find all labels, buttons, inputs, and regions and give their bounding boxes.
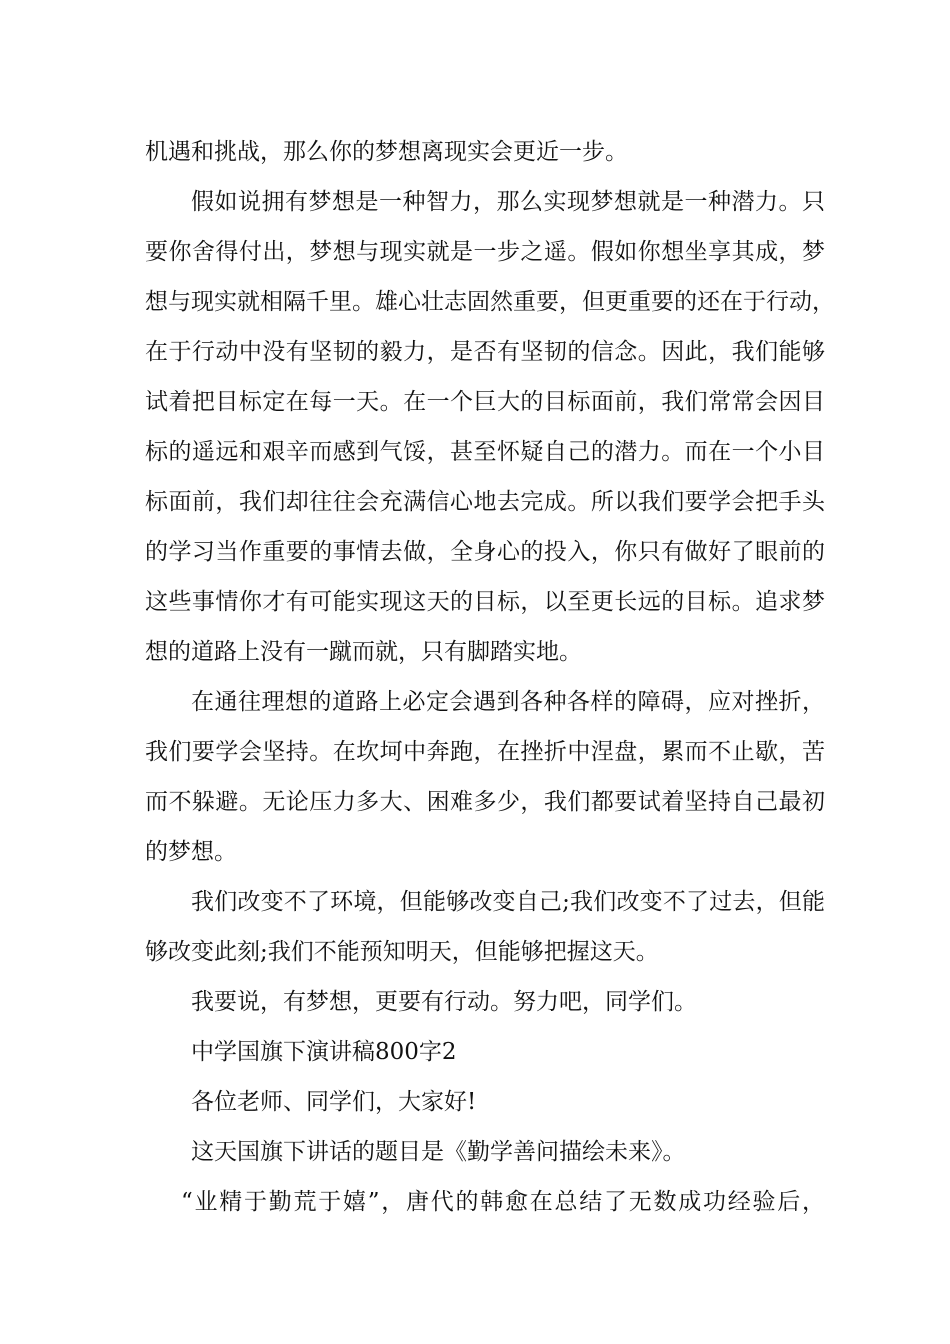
section-heading [145,1027,825,1077]
paragraph-4 [145,977,825,1027]
text-line: 够改变此刻;我们不能预知明天，但能够把握这天。 [145,939,659,965]
text-line: 要你舍得付出，梦想与现实就是一步之遥。假如你想坐享其成，梦 [145,239,825,265]
greeting [145,1077,825,1127]
text-line: 中学国旗下演讲稿800字2 [191,1039,457,1065]
document-body [145,127,835,1227]
text-line: 标面前，我们却往往会充满信心地去完成。所以我们要学会把手头 [145,489,825,515]
paragraph-0 [145,127,825,177]
paragraph-2 [145,677,825,877]
text-line: 我们改变不了环境，但能够改变自己;我们改变不了过去，但能 [191,889,825,915]
text-line: 想与现实就相隔千里。雄心壮志固然重要，但更重要的还在于行动， [145,289,835,315]
text-line: 我要说，有梦想，更要有行动。努力吧，同学们。 [191,989,697,1015]
paragraph-8 [145,1177,825,1227]
text-line: 我们要学会坚持。在坎坷中奔跑，在挫折中涅盘，累而不止歇，苦 [145,739,825,765]
text-line: 这天国旗下讲话的题目是《勤学善问描绘未来》。 [191,1139,686,1165]
text-line: 假如说拥有梦想是一种智力，那么实现梦想就是一种潜力。只 [191,189,825,215]
text-line: 这些事情你才有可能实现这天的目标，以至更长远的目标。追求梦 [145,589,825,615]
text-line: 机遇和挑战，那么你的梦想离现实会更近一步。 [145,139,628,165]
text-line: 在于行动中没有坚韧的毅力，是否有坚韧的信念。因此，我们能够 [145,339,825,365]
text-line: 的梦想。 [145,839,237,865]
text-line: 的学习当作重要的事情去做，全身心的投入，你只有做好了眼前的 [145,539,825,565]
text-line: 而不躲避。无论压力多大、困难多少，我们都要试着坚持自己最初 [145,789,825,815]
text-line: 试着把目标定在每一天。在一个巨大的目标面前，我们常常会因目 [145,389,825,415]
paragraph-1 [145,177,835,677]
paragraph-3 [145,877,825,977]
text-line: 想的道路上没有一蹴而就，只有脚踏实地。 [145,639,582,665]
text-line: 标的遥远和艰辛而感到气馁，甚至怀疑自己的潜力。而在一个小目 [145,439,825,465]
paragraph-7 [145,1127,825,1177]
text-line: 各位老师、同学们，大家好! [191,1089,477,1115]
text-line: 在通往理想的道路上必定会遇到各种各样的障碍，应对挫折， [191,689,825,715]
text-line: “业精于勤荒于嬉”，唐代的韩愈在总结了无数成功经验后， [181,1189,825,1215]
